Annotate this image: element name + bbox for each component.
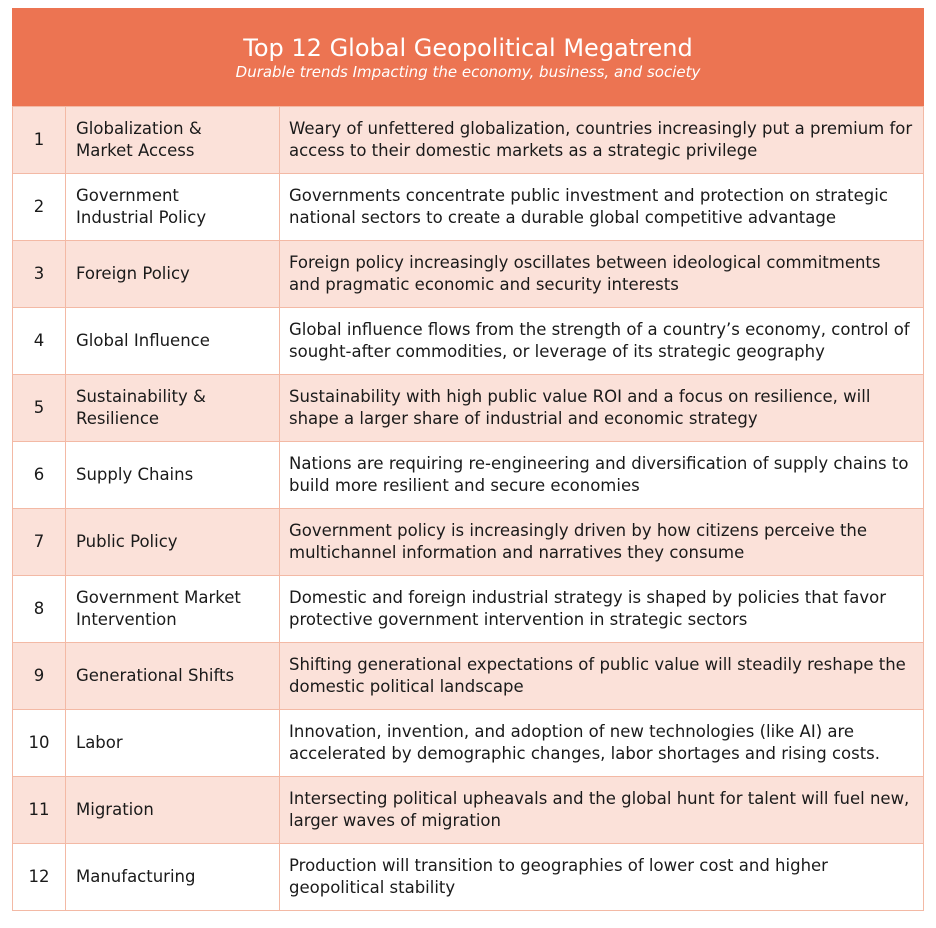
trend-description: [280, 308, 924, 375]
trend-description: [280, 777, 924, 844]
table-row: [13, 375, 924, 442]
trend-description-line: Foreign policy increasingly oscillates between ideological commitments: [289, 253, 881, 272]
trend-description: [280, 710, 924, 777]
trend-description: [280, 107, 924, 174]
trend-name-line: Globalization &: [76, 119, 202, 138]
trend-number: 6: [13, 442, 66, 509]
trend-description: [280, 375, 924, 442]
table-header: [12, 8, 924, 106]
table-row: [13, 107, 924, 174]
trend-number: 12: [13, 844, 66, 911]
trend-name: [66, 308, 280, 375]
trend-description: [280, 241, 924, 308]
trend-description-line: and pragmatic economic and security interests: [289, 275, 679, 294]
trend-description-line: Production will transition to geographies of lower cost and higher: [289, 856, 828, 875]
trend-name-line: Manufacturing: [76, 867, 196, 886]
trend-name-line: Market Access: [76, 141, 195, 160]
trend-number: 1: [13, 107, 66, 174]
trend-description-line: larger waves of migration: [289, 811, 501, 830]
trend-description-line: sought-after commodities, or leverage of its strategic geography: [289, 342, 825, 361]
trend-name-line: Foreign Policy: [76, 264, 190, 283]
trend-name-line: Intervention: [76, 610, 177, 629]
trend-name: [66, 509, 280, 576]
table-row: [13, 308, 924, 375]
table-row: [13, 576, 924, 643]
trend-name: [66, 643, 280, 710]
trend-name: [66, 844, 280, 911]
trend-name: [66, 174, 280, 241]
trend-description-line: Nations are requiring re-engineering and diversification of supply chains to: [289, 454, 909, 473]
trend-description-line: multichannel information and narratives they consume: [289, 543, 745, 562]
trend-name: [66, 442, 280, 509]
trend-description-line: build more resilient and secure economies: [289, 476, 640, 495]
page-title: Top 12 Global Geopolitical Megatrend: [243, 34, 693, 62]
trend-number: 5: [13, 375, 66, 442]
trend-description-line: protective government intervention in strategic sectors: [289, 610, 748, 629]
table-row: [13, 442, 924, 509]
megatrend-table: [12, 106, 924, 911]
trend-description-line: national sectors to create a durable global competitive advantage: [289, 208, 837, 227]
trend-description-line: accelerated by demographic changes, labor shortages and rising costs.: [289, 744, 881, 763]
trend-description: [280, 174, 924, 241]
trend-name-line: Labor: [76, 733, 123, 752]
table-row: [13, 509, 924, 576]
trend-name: [66, 107, 280, 174]
trend-description-line: Weary of unfettered globalization, countries increasingly put a premium for: [289, 119, 913, 138]
trend-name-line: Supply Chains: [76, 465, 194, 484]
trend-description: [280, 576, 924, 643]
trend-name: [66, 710, 280, 777]
trend-number: 9: [13, 643, 66, 710]
trend-description: [280, 844, 924, 911]
trend-number: 4: [13, 308, 66, 375]
trend-description-line: shape a larger share of industrial and economic strategy: [289, 409, 758, 428]
table-row: [13, 643, 924, 710]
trend-description-line: Shifting generational expectations of public value will steadily reshape the: [289, 655, 906, 674]
table-row: [13, 174, 924, 241]
trend-description-line: domestic political landscape: [289, 677, 524, 696]
trend-name-line: Sustainability &: [76, 387, 206, 406]
trend-name-line: Industrial Policy: [76, 208, 207, 227]
trend-description-line: Innovation, invention, and adoption of new technologies (like AI) are: [289, 722, 855, 741]
trend-description: [280, 509, 924, 576]
trend-number: 8: [13, 576, 66, 643]
table-row: [13, 844, 924, 911]
trend-name-line: Global Influence: [76, 331, 210, 350]
trend-description-line: Government policy is increasingly driven by how citizens perceive the: [289, 521, 868, 540]
trend-description-line: Global influence flows from the strength of a country’s economy, control of: [289, 320, 910, 339]
trend-description-line: Governments concentrate public investment and protection on strategic: [289, 186, 888, 205]
trend-description-line: Intersecting political upheavals and the global hunt for talent will fuel new,: [289, 789, 910, 808]
trend-number: 11: [13, 777, 66, 844]
trend-number: 7: [13, 509, 66, 576]
trend-name-line: Public Policy: [76, 532, 178, 551]
trend-description: [280, 643, 924, 710]
trend-description: [280, 442, 924, 509]
table-row: [13, 241, 924, 308]
trend-number: 3: [13, 241, 66, 308]
page-subtitle: Durable trends Impacting the economy, business, and society: [235, 63, 701, 81]
trend-name-line: Government Market: [76, 588, 241, 607]
trend-name-line: Resilience: [76, 409, 160, 428]
trend-name: [66, 576, 280, 643]
megatrend-table-card: [12, 8, 924, 911]
trend-number: 2: [13, 174, 66, 241]
trend-name: [66, 777, 280, 844]
trend-name-line: Migration: [76, 800, 154, 819]
trend-description-line: geopolitical stability: [289, 878, 456, 897]
table-row: [13, 710, 924, 777]
table-row: [13, 777, 924, 844]
trend-name: [66, 241, 280, 308]
trend-name-line: Generational Shifts: [76, 666, 235, 685]
trend-name-line: Government: [76, 186, 179, 205]
trend-description-line: Domestic and foreign industrial strategy is shaped by policies that favor: [289, 588, 887, 607]
trend-description-line: Sustainability with high public value ROI and a focus on resilience, will: [289, 387, 871, 406]
trend-number: 10: [13, 710, 66, 777]
trend-name: [66, 375, 280, 442]
trend-description-line: access to their domestic markets as a strategic privilege: [289, 141, 758, 160]
